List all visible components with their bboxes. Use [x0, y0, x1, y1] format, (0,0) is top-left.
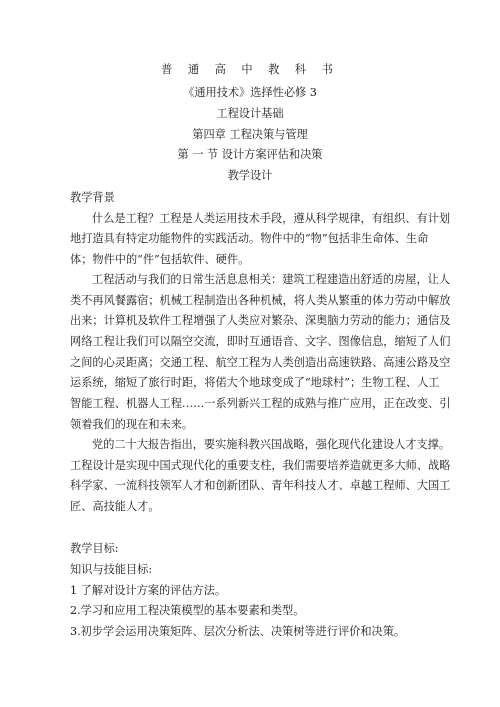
paragraph-line: 什么是工程？工程是人类运用技术手段，遵从科学规律，有组织、有计划 — [92, 212, 451, 225]
paragraph-line: 党的二十大报告指出，要实施科教兴国战略，强化现代化建设人才支撑。 — [92, 438, 451, 451]
paragraph-line: 科学家、一流科技领军人才和创新团队、青年科技人才、卓越工程师、大国工 — [70, 479, 451, 492]
paragraph-line: 运系统，缩短了旅行时距，将偌大个地球变成了“地球村”；生物工程、人工 — [70, 376, 440, 389]
goal-item: 2.学习和应用工程决策模型的基本要素和类型。 — [70, 604, 305, 617]
section-title: 第 一 节 设计方案评估和决策 — [177, 148, 323, 161]
goals-heading: 教学目标: — [70, 542, 119, 555]
paragraph-line: 工程设计是实现中国式现代化的重要支柱，我们需要培养造就更多大师、战略 — [70, 459, 451, 472]
paragraph-line: 体；物件中的“件”包括软件、硬件。 — [70, 253, 250, 266]
chapter-title: 第四章 工程决策与管理 — [192, 128, 308, 141]
doc-type-title: 教学设计 — [227, 169, 273, 182]
paragraph-line: 工程活动与我们的日常生活息息相关：建筑工程建造出舒适的房屋，让人 — [92, 273, 451, 286]
subject-title: 工程设计基础 — [216, 107, 284, 120]
goal-item: 3.初步学会运用决策矩阵、层次分析法、决策树等进行评价和决策。 — [70, 625, 406, 638]
goal-item: 1 了解对设计方案的评估方法。 — [70, 584, 227, 597]
paragraph-line: 网络工程让我们可以隔空交流，即时互通语音、文字、图像信息，缩短了人们 — [70, 335, 451, 348]
paragraph-line: 智能工程、机器人工程……一系列新兴工程的成熟与推广应用，正在改变、引 — [70, 397, 451, 410]
paragraph-line: 匠、高技能人才。 — [70, 500, 160, 513]
goals-subheading: 知识与技能目标: — [70, 563, 153, 576]
paragraph-line: 类不再风餐露宿；机械工程制造出各种机械，将人类从繁重的体力劳动中解放 — [70, 294, 451, 307]
paragraph-line: 出来；计算机及软件工程增强了人类应对繁杂、深奥脑力劳动的能力；通信及 — [70, 314, 451, 327]
paragraph-line: 地打造具有特定功能物件的实践活动。物件中的“物”包括非生命体、生命 — [70, 232, 429, 245]
background-heading: 教学背景 — [70, 191, 115, 204]
book-series: 普 通 高 中 教 科 书 — [161, 63, 339, 76]
paragraph-line: 之间的心灵距离；交通工程、航空工程为人类创造出高速铁路、高速公路及空 — [70, 356, 451, 369]
book-title: 《通用技术》选择性必修 3 — [183, 86, 317, 99]
paragraph-line: 领着我们的现在和未来。 — [70, 418, 194, 431]
